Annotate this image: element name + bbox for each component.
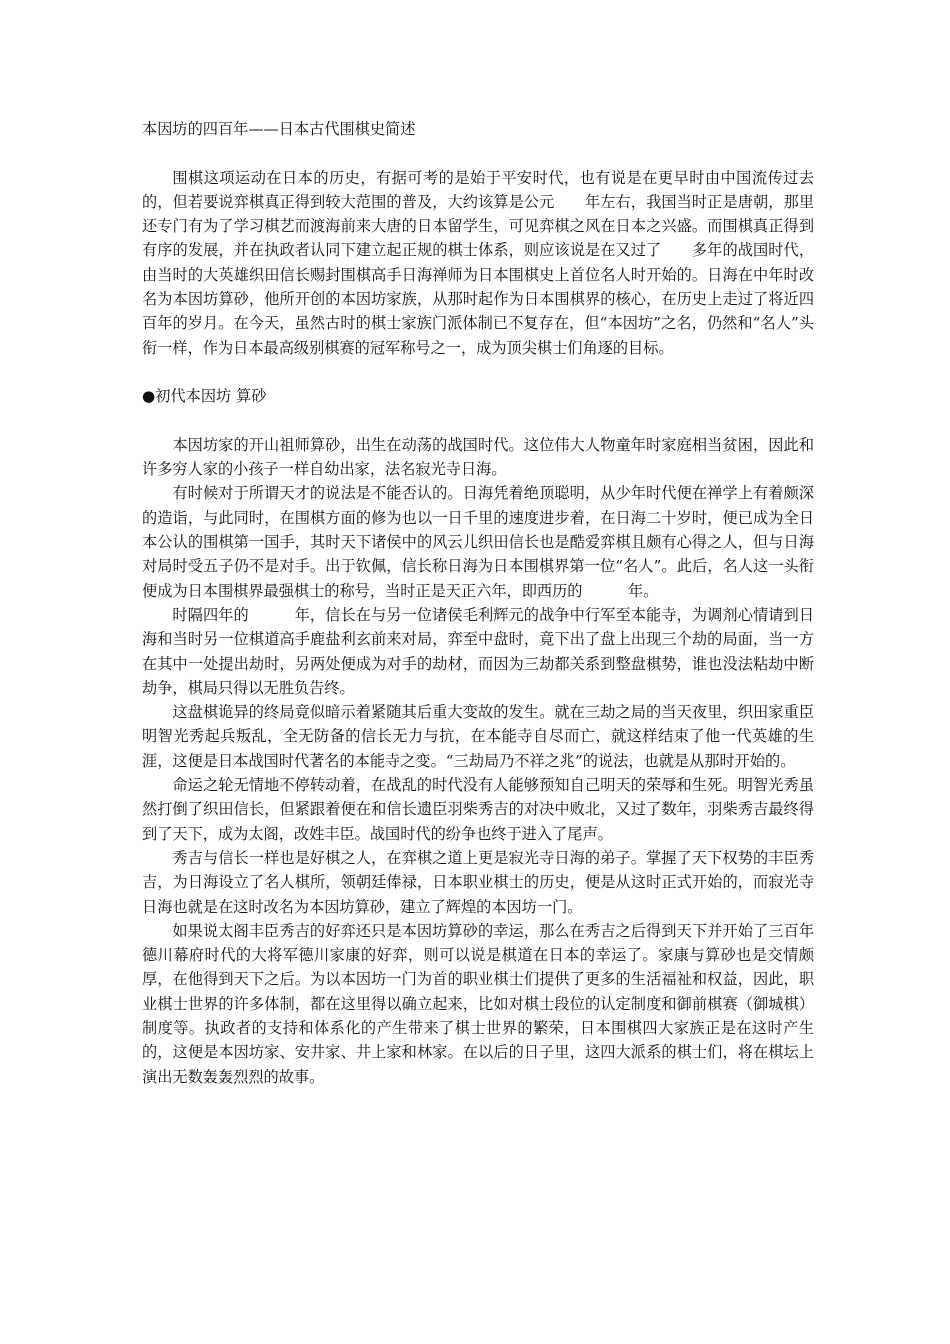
body-paragraph: 命运之轮无情地不停转动着，在战乱的时代没有人能够预知自己明天的荣辱和生死。明智光秀虽然打倒了织田信长，但紧跟着便在和信长遗臣羽柴秀吉的对决中败北，又过了数年，羽柴秀吉最终得到了天下，成为太阁，改姓丰臣。战国时代的纷争也终于进入了尾声。	[142, 776, 814, 843]
body-paragraph: 有时候对于所谓天才的说法是不能否认的。日海凭着绝顶聪明，从少年时代便在禅学上有着颇深的造诣，与此同时，在围棋方面的修为也以一日千里的速度进步着，在日海二十岁时，便已成为全日本公认的围棋第一国手，其时天下诸侯中的风云儿织田信长也是酷爱弈棋且颇有心得之人，但与日海对局时受五子仍不是对手。出于钦佩，信长称日海为日本围棋界第一位“名人”。此后，名人这一头衔便成为日本围棋界最强棋士的称号，当时正是天正六年，即西历的 年。	[142, 484, 814, 600]
spacer	[142, 360, 814, 384]
document-title: 本因坊的四百年——日本古代围棋史简述	[142, 120, 416, 138]
body-paragraph: 这盘棋诡异的终局竟似暗示着紧随其后重大变故的发生。就在三劫之局的当天夜里，织田家重臣明智光秀起兵叛乱，全无防备的信长无力与抗，在本能寺自尽而亡，就这样结束了他一代英雄的生涯，这便是日本战国时代著名的本能寺之变。“三劫局乃不祥之兆”的说法，也就是从那时开始的。	[142, 703, 814, 770]
spacer	[142, 141, 814, 165]
document-page	[142, 117, 814, 1089]
section-heading: ●初代本因坊 算砂	[142, 387, 267, 406]
body-paragraph: 秀吉与信长一样也是好棋之人，在弈棋之道上更是寂光寺日海的弟子。掌握了天下权势的丰臣秀吉，为日海设立了名人棋所，领朝廷俸禄，日本职业棋士的历史，便是从这时正式开始的，而寂光寺日海也就是在这时改名为本因坊算砂，建立了辉煌的本因坊一门。	[142, 848, 814, 916]
intro-paragraph: 围棋这项运动在日本的历史，有据可考的是始于平安时代，也有说是在更早时由中国流传过去的，但若要说弈棋真正得到较大范围的普及，大约该算是公元 年左右，我国当时正是唐朝，那里还专门有为了学习棋艺而渡海前来大唐的日本留学生，可见弈棋之风在日本之兴盛。而围棋真正得到有序的发展，并在执政者认同下建立起正规的棋士体系，则应该说是在又过了 多年的战国时代，由当时的大英雄织田信长赐封围棋高手日海禅师为日本围棋史上首位名人时开始的。日海在中年时改名为本因坊算砂，他所开创的本因坊家族，从那时起作为日本围棋界的核心，在历史上走过了将近四百年的岁月。在今天，虽然古时的棋士家族门派体制已不复存在，但“本因坊”之名，仍然和“名人”头衔一样，作为日本最高级别棋赛的冠军称号之一，成为顶尖棋士们角逐的目标。	[142, 168, 814, 357]
body-paragraph: 本因坊家的开山祖师算砂，出生在动荡的战国时代。这位伟大人物童年时家庭相当贫困，因此和许多穷人家的小孩子一样自幼出家，法名寂光寺日海。	[142, 435, 814, 479]
body-paragraph: 时隔四年的 年，信长在与另一位诸侯毛利辉元的战争中行军至本能寺，为调剂心情请到日海和当时另一位棋道高手鹿盐利玄前来对局，弈至中盘时，竟下出了盘上出现三个劫的局面，当一方在其中一处提出劫时，另两处便成为对手的劫材，而因为三劫都关系到整盘棋势，谁也没法粘劫中断劫争，棋局只得以无胜负告终。	[142, 605, 814, 697]
spacer	[142, 409, 814, 433]
body-paragraph: 如果说太阁丰臣秀吉的好弈还只是本因坊算砂的幸运，那么在秀吉之后得到天下并开始了三百年德川幕府时代的大将军德川家康的好弈，则可以说是棋道在日本的幸运了。家康与算砂也是交情颇厚，在他得到天下之后。为以本因坊一门为首的职业棋士们提供了更多的生活福祉和权益，因此，职业棋士世界的许多体制，都在这里得以确立起来，比如对棋士段位的认定制度和御前棋赛（御城棋）制度等。执政者的支持和体系化的产生带来了棋士世界的繁荣，日本围棋四大家族正是在这时产生的，这便是本因坊家、安井家、井上家和林家。在以后的日子里，这四大派系的棋士们，将在棋坛上演出无数轰轰烈烈的故事。	[142, 921, 814, 1086]
